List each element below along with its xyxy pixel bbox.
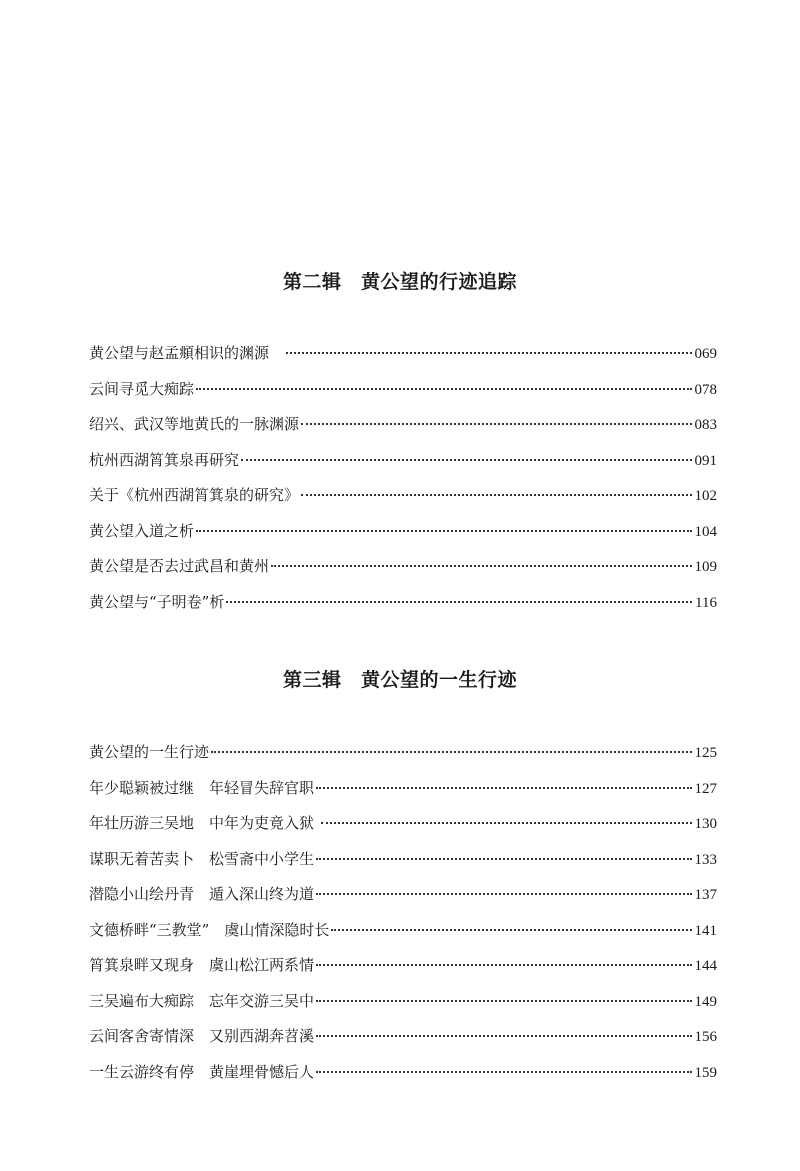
toc-entry-page: 069 (694, 346, 717, 362)
toc-entry-page: 156 (694, 1029, 717, 1045)
toc-entry[interactable] (89, 920, 717, 956)
dot-leader (316, 964, 691, 966)
toc-entry-title: 潜隐小山绘丹青 遁入深山终为道 (89, 885, 315, 903)
toc-entry[interactable] (89, 1026, 717, 1062)
toc-entry[interactable] (89, 849, 717, 885)
dot-leader (271, 565, 691, 567)
toc-entry-page: 127 (694, 780, 717, 797)
toc-entry-page: 116 (695, 594, 717, 611)
toc-entry[interactable] (89, 991, 717, 1027)
toc-entry[interactable] (89, 955, 717, 991)
toc-entry-title: 谋职无着苦卖卜 松雪斋中小学生 (89, 849, 315, 868)
toc-entry-title: 文德桥畔“三教堂” 虞山情深隐时长 (89, 920, 330, 939)
toc-entry-page: 149 (694, 993, 717, 1010)
toc-entry[interactable] (89, 450, 717, 486)
toc-entry[interactable] (89, 414, 717, 450)
dot-leader (211, 751, 691, 753)
toc-entry[interactable] (89, 813, 717, 849)
toc-entry-title: 一生云游终有停 黄崖埋骨憾后人 (89, 1062, 315, 1081)
toc-entry-title: 三吴遍布大痴踪 忘年交游三吴中 (89, 991, 315, 1010)
toc-entry[interactable] (89, 556, 717, 592)
toc-entry-title: 黄公望与“子明卷”析 (89, 592, 225, 611)
toc-entry-title: 关于《杭州西湖筲箕泉的研究》 (89, 486, 300, 504)
toc-entry[interactable] (89, 592, 717, 628)
dot-leader (331, 929, 691, 931)
toc-entry-title: 黄公望是否去过武昌和黄州 (89, 557, 270, 575)
dot-leader (196, 388, 691, 390)
toc-entry[interactable] (89, 379, 717, 415)
dot-leader (316, 858, 691, 860)
dot-leader (316, 787, 691, 789)
toc-entry[interactable] (89, 778, 717, 814)
dot-leader (321, 822, 692, 824)
toc-entry-page: 083 (694, 417, 717, 433)
toc-entry-page: 137 (694, 887, 717, 903)
toc-entry-title: 黄公望入道之析 (89, 521, 195, 540)
toc-list-section-3 (89, 742, 717, 1097)
toc-entry-page: 141 (694, 922, 717, 939)
toc-entry-page: 130 (694, 816, 717, 832)
dot-leader (241, 459, 691, 461)
toc-entry-page: 102 (694, 488, 717, 504)
dot-leader (316, 893, 691, 895)
toc-entry-page: 144 (694, 958, 717, 974)
toc-entry-page: 109 (694, 559, 717, 575)
dot-leader (301, 494, 691, 496)
dot-leader (316, 1071, 691, 1073)
dot-leader (196, 530, 691, 532)
toc-entry-page: 159 (694, 1064, 717, 1081)
toc-entry-title: 筲箕泉畔又现身 虞山松江两系情 (89, 956, 315, 974)
toc-entry-title: 云间寻觅大痴踪 (89, 379, 195, 398)
dot-leader (316, 1000, 691, 1002)
toc-entry[interactable] (89, 742, 717, 778)
toc-entry-title: 黄公望与赵孟頫相识的渊源 (89, 344, 285, 362)
dot-leader (316, 1035, 691, 1037)
section-title-2: 第二辑 黄公望的行迹追踪 (282, 271, 517, 293)
section-title-3: 第三辑 黄公望的一生行迹 (282, 669, 517, 691)
toc-entry-page: 104 (694, 523, 717, 540)
toc-list-section-2 (89, 343, 717, 627)
toc-entry-title: 年少聪颖被过继 年轻冒失辞官职 (89, 778, 315, 797)
toc-entry-page: 078 (694, 381, 717, 398)
toc-entry[interactable] (89, 884, 717, 920)
toc-entry-page: 125 (694, 745, 717, 761)
dot-leader (301, 423, 691, 425)
toc-entry-page: 091 (694, 452, 717, 469)
dot-leader (286, 352, 691, 354)
toc-entry-title: 绍兴、武汉等地黄氏的一脉渊源 (89, 415, 300, 433)
toc-entry-page: 133 (694, 851, 717, 868)
toc-entry[interactable] (89, 1062, 717, 1098)
dot-leader (226, 601, 692, 603)
toc-entry-title: 杭州西湖筲箕泉再研究 (89, 450, 240, 469)
toc-entry-title: 黄公望的一生行迹 (89, 743, 210, 761)
toc-entry-title: 年壮历游三吴地 中年为吏竟入狱 (89, 814, 319, 832)
toc-entry[interactable] (89, 521, 717, 557)
toc-entry[interactable] (89, 485, 717, 521)
toc-entry[interactable] (89, 343, 717, 379)
toc-entry-title: 云间客舍寄情深 又别西湖奔苕溪 (89, 1027, 315, 1045)
